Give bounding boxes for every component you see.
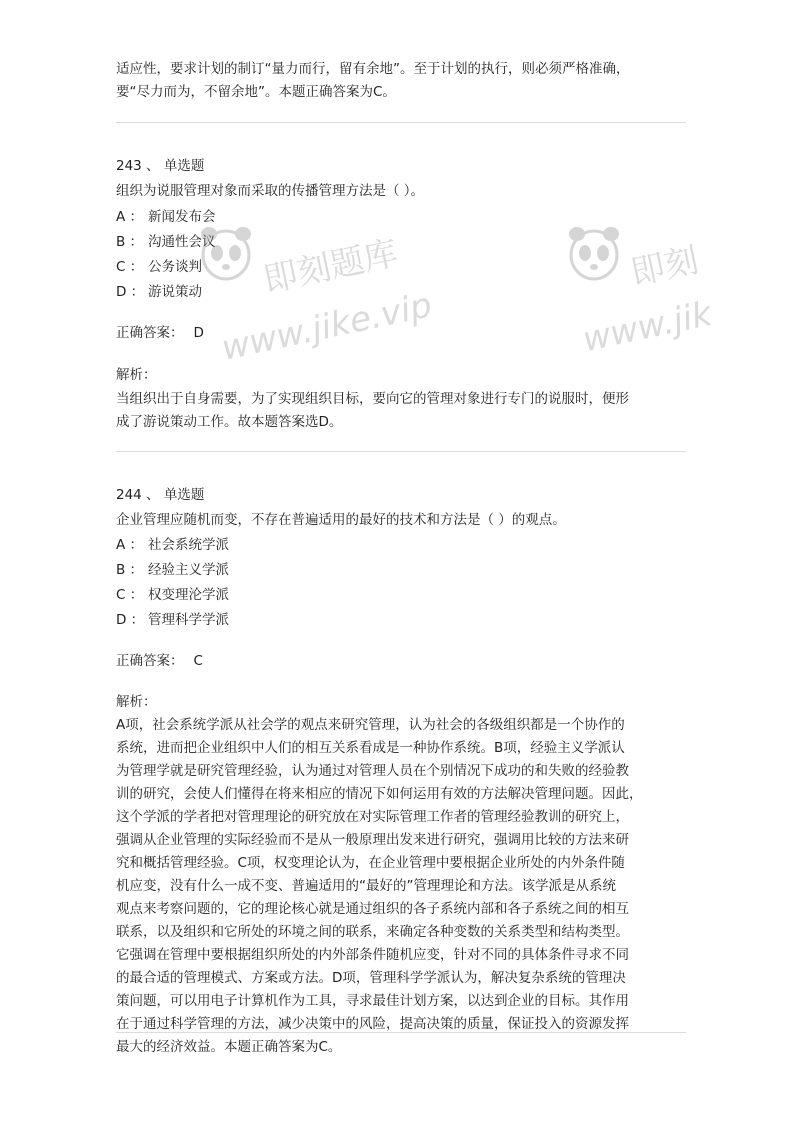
analysis-line: 训的研究，会使人们懂得在将来相应的情况下如何运用有效的方法解决管理问题。因此， bbox=[116, 786, 643, 802]
option-d bbox=[116, 281, 202, 304]
intro-line: 要“尽力而为，不留余地”。本题正确答案为C。 bbox=[116, 84, 396, 100]
analysis-line: 当组织出于自身需要，为了实现组织目标，要向它的管理对象进行专门的说服时，便形 bbox=[116, 391, 629, 407]
correct-answer bbox=[116, 322, 204, 345]
analysis-paragraph bbox=[116, 388, 688, 434]
option-c bbox=[116, 256, 202, 279]
option-a bbox=[116, 534, 229, 557]
analysis-line: 为管理学就是研究管理经验，认为通过对管理人员在个别情况下成功的和失败的经验教 bbox=[116, 763, 629, 779]
question-header: 244 、 单选题 bbox=[116, 487, 205, 503]
divider bbox=[116, 122, 686, 123]
answer-label: 正确答案： bbox=[116, 325, 184, 341]
option-letter: D ： bbox=[116, 612, 145, 628]
option-text: 社会系统学派 bbox=[148, 537, 229, 553]
analysis-line: 成了游说策动工作。故本题答案选D。 bbox=[116, 414, 343, 430]
option-letter: A ： bbox=[116, 209, 144, 225]
option-letter: A ： bbox=[116, 537, 144, 553]
watermark-url: www.jike.vip bbox=[218, 285, 436, 369]
analysis-line: 究和概括管理经验。C项，权变理论认为，在企业管理中要根据企业所处的内外条件随 bbox=[116, 855, 625, 871]
correct-answer bbox=[116, 650, 203, 673]
analysis-line: 它强调在管理中要根据组织所处的内外部条件随机应变，针对不同的具体条件寻求不同 bbox=[116, 947, 629, 963]
intro-paragraph bbox=[116, 58, 688, 104]
option-b bbox=[116, 559, 229, 582]
analysis-paragraph bbox=[116, 714, 688, 1059]
option-text: 公务谈判 bbox=[148, 259, 202, 275]
option-text: 管理科学学派 bbox=[148, 612, 229, 628]
option-letter: B ： bbox=[116, 234, 144, 250]
option-text: 新闻发布会 bbox=[148, 209, 216, 225]
answer-label: 正确答案： bbox=[116, 653, 184, 669]
question-header: 243 、 单选题 bbox=[116, 158, 205, 174]
analysis-line: 强调从企业管理的实际经验而不是从一般原理出发来进行研究，强调用比较的方法来研 bbox=[116, 832, 629, 848]
analysis-line: 最大的经济效益。本题正确答案为C。 bbox=[116, 1039, 342, 1055]
analysis-line: A项，社会系统学派从社会学的观点来研究管理，认为社会的各级组织都是一个协作的 bbox=[116, 717, 625, 733]
watermark-partial bbox=[568, 225, 716, 375]
question-stem: 企业管理应随机而变，不存在普遍适用的最好的技术和方法是（ ）的观点。 bbox=[116, 512, 566, 528]
option-text: 权变理沦学派 bbox=[148, 587, 229, 603]
analysis-label: 解析： bbox=[116, 694, 157, 710]
watermark-brand-partial: 即刻 bbox=[627, 240, 703, 294]
option-letter: D ： bbox=[116, 284, 145, 300]
option-letter: C ： bbox=[116, 587, 144, 603]
analysis-line: 联系，以及组织和它所处的环境之间的联系，来确定各种变数的关系类型和结构类型。 bbox=[116, 924, 629, 940]
analysis-label: 解析： bbox=[116, 367, 157, 383]
intro-line: 适应性，要求计划的制订“量力而行，留有余地”。至于计划的执行，则必须严格准确， bbox=[116, 61, 630, 77]
question-stem: 组织为说服管理对象而采取的传播管理方法是（ ）。 bbox=[116, 183, 425, 199]
answer-value: C bbox=[193, 653, 203, 669]
option-text: 沟通性会议 bbox=[148, 234, 216, 250]
divider bbox=[116, 451, 686, 452]
divider bbox=[116, 1032, 686, 1033]
option-c bbox=[116, 584, 229, 607]
option-letter: C ： bbox=[116, 259, 144, 275]
option-a bbox=[116, 206, 216, 229]
option-b bbox=[116, 231, 216, 254]
analysis-line: 观点来考察问题的，它的理论核心就是通过组织的各子系统内部和各子系统之间的相互 bbox=[116, 901, 629, 917]
option-text: 游说策动 bbox=[148, 284, 202, 300]
option-d bbox=[116, 609, 229, 632]
watermark bbox=[200, 225, 436, 375]
panda-logo-icon bbox=[568, 225, 620, 287]
analysis-line: 机应变，没有什么一成不变、普遍适用的“最好的”管理理论和方法。该学派是从系统 bbox=[116, 878, 616, 894]
analysis-line: 在于通过科学管理的方法，减少决策中的风险，提高决策的质量，保证投入的资源发挥 bbox=[116, 1016, 629, 1032]
watermark-brand: 即刻题库 bbox=[260, 233, 402, 301]
option-text: 经验主义学派 bbox=[148, 562, 229, 578]
analysis-line: 策问题，可以用电子计算机作为工具，寻求最佳计划方案，以达到企业的目标。其作用 bbox=[116, 993, 629, 1009]
option-letter: B ： bbox=[116, 562, 144, 578]
analysis-line: 这个学派的学者把对管理理论的研究放在对实际管理工作者的管理经验教训的研究上， bbox=[116, 809, 629, 825]
analysis-line: 系统，进而把企业组织中人们的相互关系看成是一种协作系统。B项，经验主义学派认 bbox=[116, 740, 625, 756]
answer-value: D bbox=[193, 325, 204, 341]
analysis-line: 的最合适的管理模式、方案或方法。D项，管理科学学派认为，解决复杂系统的管理决 bbox=[116, 970, 626, 986]
watermark-url-partial: www.jik bbox=[579, 293, 716, 361]
